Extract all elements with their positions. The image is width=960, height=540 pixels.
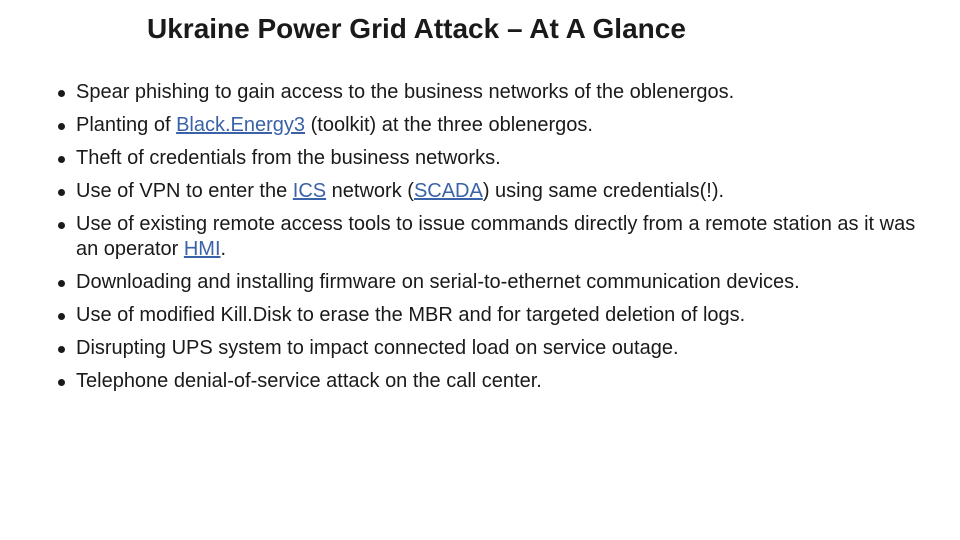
bullet-text bbox=[76, 81, 734, 103]
bullet-text bbox=[76, 114, 593, 136]
bullet-item bbox=[30, 270, 930, 295]
bullet-item bbox=[30, 369, 930, 394]
bullet-item bbox=[30, 212, 930, 262]
bullet-item bbox=[30, 303, 930, 328]
bullet-dot-icon bbox=[58, 189, 65, 196]
bullet-item bbox=[30, 146, 930, 171]
bullet-dot-icon bbox=[58, 222, 65, 229]
bullet-text bbox=[76, 271, 800, 293]
text-segment: Use of VPN to enter the bbox=[76, 180, 293, 202]
bullet-dot-icon bbox=[58, 90, 65, 97]
hyperlink[interactable]: Black.Energy3 bbox=[176, 114, 306, 136]
bullet-text bbox=[76, 147, 501, 169]
bullet-item bbox=[30, 80, 930, 105]
text-segment: network ( bbox=[326, 180, 414, 202]
bullet-text bbox=[76, 213, 915, 260]
bullet-dot-icon bbox=[58, 346, 65, 353]
text-segment: Downloading and installing firmware on serial-to-ethernet communication devices. bbox=[76, 271, 800, 293]
bullet-text bbox=[76, 337, 679, 359]
text-segment: Disrupting UPS system to impact connected load on service outage. bbox=[76, 337, 679, 359]
text-segment: Planting of bbox=[76, 114, 177, 136]
bullet-list bbox=[30, 80, 930, 402]
text-segment: (toolkit) at the three oblenergos. bbox=[305, 114, 593, 136]
text-segment: Use of existing remote access tools to issue commands directly from a remote station as it was an operator bbox=[76, 213, 916, 260]
bullet-text bbox=[76, 304, 745, 326]
hyperlink[interactable]: ICS bbox=[292, 180, 327, 202]
text-segment: ) using same credentials(!). bbox=[482, 180, 725, 202]
text-segment: Telephone denial-of-service attack on the call center. bbox=[76, 370, 542, 392]
text-segment: Use of modified Kill.Disk to erase the MBR and for targeted deletion of logs. bbox=[76, 304, 746, 326]
slide-title: Ukraine Power Grid Attack – At A Glance bbox=[147, 13, 686, 44]
bullet-item bbox=[30, 179, 930, 204]
text-segment: Theft of credentials from the business networks. bbox=[76, 147, 501, 169]
hyperlink[interactable]: SCADA bbox=[413, 180, 483, 202]
hyperlink[interactable]: HMI bbox=[183, 238, 221, 260]
bullet-dot-icon bbox=[58, 123, 65, 130]
text-segment: Spear phishing to gain access to the business networks of the oblenergos. bbox=[76, 81, 735, 103]
bullet-item bbox=[30, 113, 930, 138]
text-segment: . bbox=[220, 238, 227, 260]
bullet-dot-icon bbox=[58, 156, 65, 163]
bullet-text bbox=[76, 180, 724, 202]
bullet-dot-icon bbox=[58, 379, 65, 386]
bullet-item bbox=[30, 336, 930, 361]
bullet-dot-icon bbox=[58, 313, 65, 320]
bullet-text bbox=[76, 370, 542, 392]
bullet-dot-icon bbox=[58, 280, 65, 287]
